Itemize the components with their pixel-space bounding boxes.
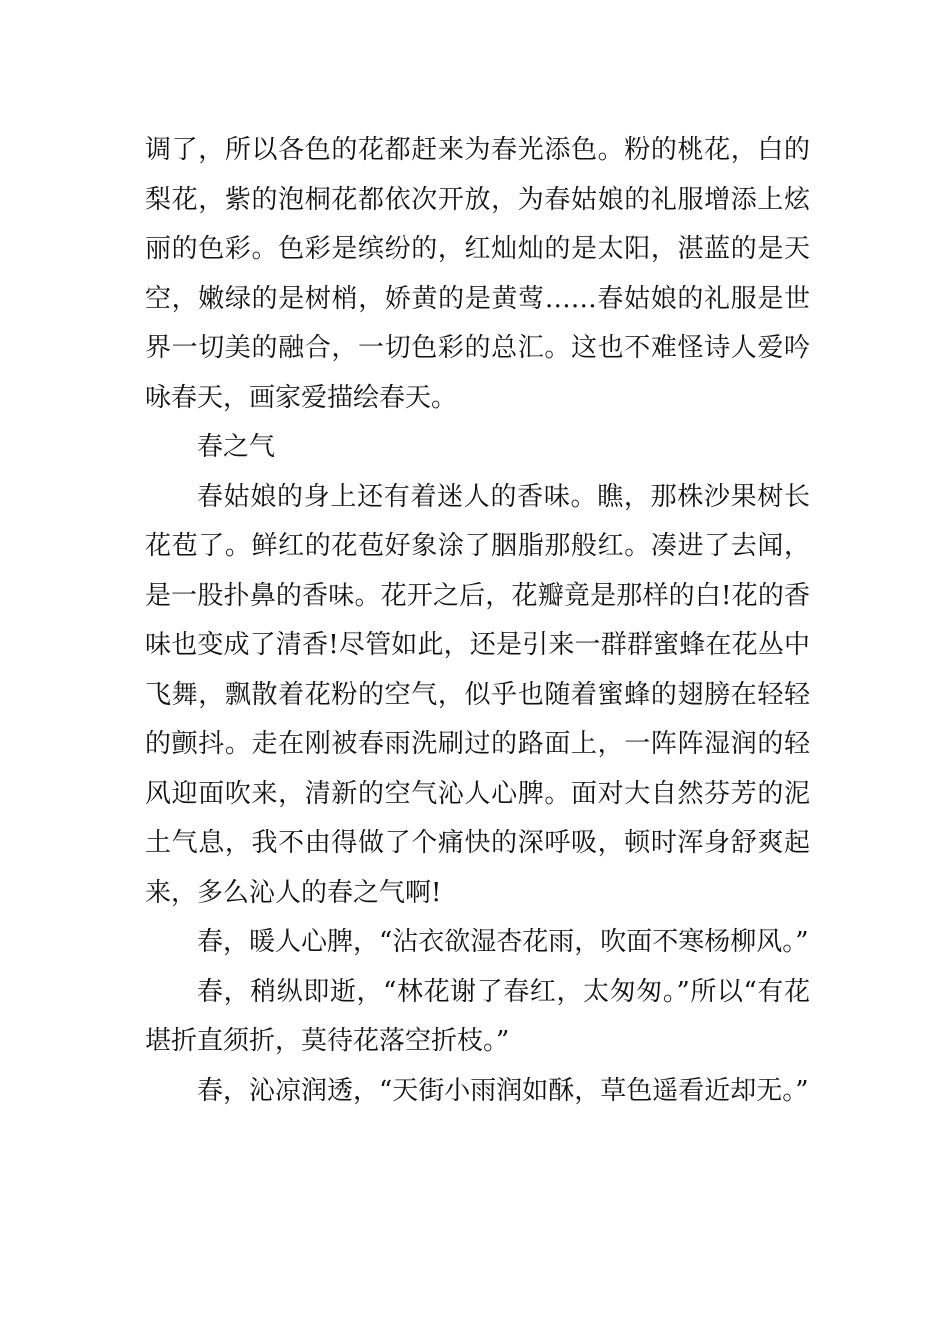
paragraph-fleeting-spring: 春，稍纵即逝，“林花谢了春红，太匆匆。”所以“有花堪折直须折，莫待花落空折枝。” [145,976,810,1056]
paragraph-cool-spring: 春，沁凉润透，“天街小雨润如酥，草色遥看近却无。” [197,1075,809,1106]
document-body [145,126,810,1116]
section-heading-spring-air: 春之气 [197,432,276,462]
paragraph-color-of-spring: 调了，所以各色的花都赶来为春光添色。粉的桃花，白的梨花，紫的泡桐花都依次开放，为春姑娘的礼服增添上炫丽的色彩。色彩是缤纷的，红灿灿的是太阳，湛蓝的是天空，嫩绿的是树梢，娇黄的是黄莺……春姑娘的礼服是世界一切美的融合，一切色彩的总汇。这也不难怪诗人爱吟咏春天，画家爱描绘春天。 [145,135,810,413]
paragraph-warm-spring: 春，暖人心脾，“沾衣欲湿杏花雨，吹面不寒杨柳风。” [197,927,809,957]
paragraph-spring-air: 春姑娘的身上还有着迷人的香味。瞧，那株沙果树长花苞了。鲜红的花苞好象涂了胭脂那般红。凑进了去闻，是一股扑鼻的香味。花开之后，花瓣竟是那样的白!花的香味也变成了清香!尽管如此，还是引来一群群蜜蜂在花丛中飞舞，飘散着花粉的空气，似乎也随着蜜蜂的翅膀在轻轻的颤抖。走在刚被春雨洗刷过的路面上，一阵阵湿润的轻风迎面吹来，清新的空气沁人心脾。面对大自然芬芳的泥土气息，我不由得做了个痛快的深呼吸，顿时浑身舒爽起来，多么沁人的春之气啊! [145,481,810,908]
